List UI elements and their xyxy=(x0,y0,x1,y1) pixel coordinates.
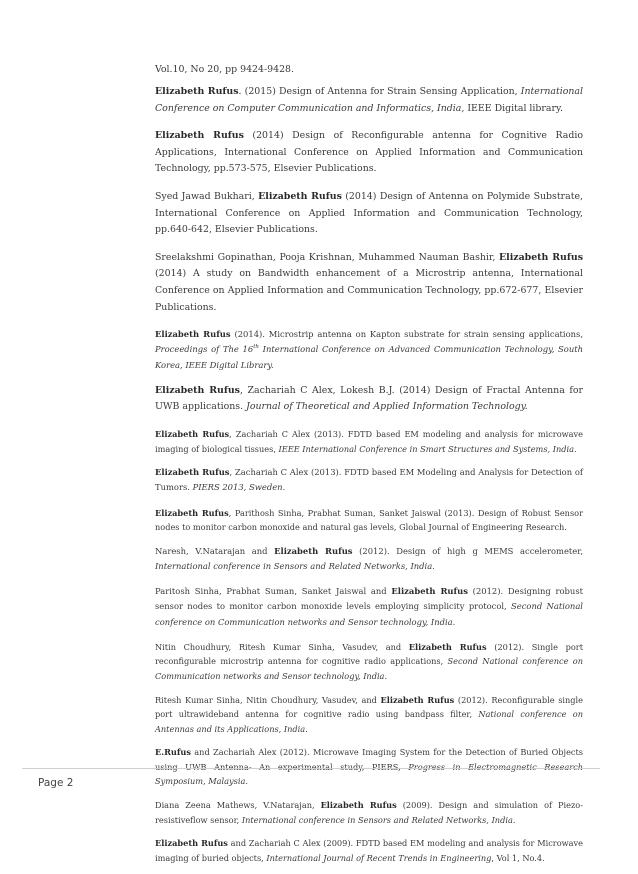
reference-text: . (2015) Design of Antenna for Strain Sensing Application, xyxy=(238,86,521,97)
reference-text: Sreelakshmi Gopinathan, Pooja Krishnan, Muhammed Nauman Bashir, xyxy=(155,251,499,263)
footer-divider xyxy=(22,768,600,769)
author-name: Elizabeth Rufus xyxy=(258,190,342,202)
venue-text: Proceedings of The 16 xyxy=(155,344,254,355)
reference-text: IEEE Digital library. xyxy=(464,102,563,114)
author-name: Elizabeth Rufus xyxy=(155,507,229,518)
publication-list xyxy=(155,62,583,874)
reference-text: (2012). Single port reconfigurable microstrip antenna for cognitive radio applications, xyxy=(155,641,583,667)
reference-text: Paritosh Sinha, Prabhat Suman, Sanket Jaiswal and xyxy=(155,586,392,597)
reference-entry xyxy=(155,640,583,684)
reference-entry xyxy=(155,798,583,827)
venue-text: Second National conference on Communication networks and Sensor technology, India. xyxy=(155,656,583,681)
reference-text: , Zachariah C Alex, Lokesh B.J. (2014) Design of Fractal Antenna for UWB applications. xyxy=(155,384,583,413)
author-name: Elizabeth Rufus xyxy=(391,586,468,597)
reference-text: (2014) A study on Bandwidth enhancement of a Microstrip antenna, International Conference on Applied Information and Communication Technology, pp.672-677, Elsevier Publications. xyxy=(155,268,583,313)
reference-entry xyxy=(155,465,583,495)
reference-text: and Zachariah C Alex (2009). FDTD based EM modeling and analysis for Microwave imaging of buried objects, xyxy=(155,838,583,863)
reference-text: (2014) Design of Antenna on Polymide Substrate, International Conference on Applied Information and Communication Technology, pp.640-642, Elsevier Publications. xyxy=(155,190,583,236)
reference-text: , Parithosh Sinha, Prabhat Suman, Sanket Jaiswal (2013). Design of Robust Sensor nodes to monitor carbon monoxide and natural gas levels, Global Journal of Engineering Research. xyxy=(155,507,583,533)
reference-entry xyxy=(155,383,583,416)
page-number: Page 2 xyxy=(38,777,74,789)
venue-text: International conference in Sensors and Related Networks, India. xyxy=(155,560,435,571)
reference-text: Naresh, V.Natarajan and xyxy=(155,545,275,556)
reference-entry xyxy=(155,250,583,316)
superscript: th xyxy=(253,344,259,351)
reference-text: Syed Jawad Bukhari, xyxy=(155,190,259,202)
reference-text: and Zachariah Alex (2012). Microwave Imaging System for the Detection of Buried Objects using UWB Antenna- An experimental study, PIERS, xyxy=(155,747,583,772)
venue-text: Second National conference on Communication networks and Sensor technology, India. xyxy=(155,601,583,627)
reference-text: , Vol 1, No.4. xyxy=(491,852,545,863)
author-name: Elizabeth Rufus xyxy=(155,467,230,478)
author-name: Elizabeth Rufus xyxy=(155,86,239,97)
venue-text: National conference on Antennas and its Applications, India. xyxy=(155,709,583,734)
venue-text: International conference in Sensors and Related Networks, India. xyxy=(241,814,516,825)
reference-entry xyxy=(155,693,583,737)
author-name: E.Rufus xyxy=(155,747,191,758)
author-name: Elizabeth Rufus xyxy=(408,641,487,652)
reference-text: (2012). Reconfigurable single port ultrawideband antenna for cognitive radio using bandpass filter, xyxy=(155,694,584,720)
author-name: Elizabeth Rufus xyxy=(155,329,231,340)
venue-text: International Conference on Advanced Communication Technology, South Korea, IEEE Digital Library. xyxy=(155,344,583,370)
author-name: Elizabeth Rufus xyxy=(380,694,455,705)
reference-text: (2009). Design and simulation of Piezo-resistiveflow sensor, xyxy=(155,800,583,825)
reference-entry xyxy=(155,427,583,456)
reference-text: , Zachariah C Alex (2013). FDTD based EM Modeling and Analysis for Detection of Tumors. xyxy=(155,467,583,493)
reference-entry xyxy=(155,584,583,630)
reference-text: , Zachariah C Alex (2013). FDTD based EM modeling and analysis for microwave imaging of biological tissues, xyxy=(155,428,584,454)
reference-entry xyxy=(155,506,583,535)
reference-text: Diana Zeena Mathews, V.Natarajan, xyxy=(155,800,321,811)
venue-text: Progress in Electromagnetic Research Symposium, Malaysia. xyxy=(155,761,584,787)
reference-entry xyxy=(155,189,583,239)
venue-text: IEEE International Conference in Smart Structures and Systems, India. xyxy=(278,443,577,454)
reference-text: Nitin Choudhury, Ritesh Kumar Sinha, Vasudev, and xyxy=(155,641,409,652)
reference-text: (2012). Designing robust sensor nodes to monitor carbon monoxide levels employing simplicity protocol, xyxy=(155,586,583,612)
reference-entry xyxy=(155,128,583,178)
reference-text: (2014). Microstrip antenna on Kapton substrate for strain sensing applications, xyxy=(230,329,583,340)
venue-text: International Journal of Recent Trends in Engineering xyxy=(266,852,492,863)
author-name: Elizabeth Rufus xyxy=(155,130,244,142)
author-name: Elizabeth Rufus xyxy=(274,545,353,556)
venue-text: International Conference on Computer Communication and Informatics, India, xyxy=(155,86,583,114)
reference-entry xyxy=(155,84,583,117)
continued-reference-line: Vol.10, No 20, pp 9424-9428. xyxy=(155,64,294,75)
reference-entry xyxy=(155,544,583,574)
references xyxy=(155,84,583,865)
author-name: Elizabeth Rufus xyxy=(320,800,397,811)
author-name: Elizabeth Rufus xyxy=(155,838,228,849)
author-name: Elizabeth Rufus xyxy=(499,251,583,263)
author-name: Elizabeth Rufus xyxy=(155,384,240,396)
reference-entry xyxy=(155,327,583,373)
reference-entry xyxy=(155,836,583,865)
reference-text: (2014) Design of Reconfigurable antenna for Cognitive Radio Applications, International Conference on Applied Information and Communication Technology, pp.573-575, Elsevier Publications. xyxy=(155,130,583,175)
venue-text: Journal of Theoretical and Applied Information Technology. xyxy=(246,401,528,413)
author-name: Elizabeth Rufus xyxy=(155,428,230,439)
venue-text: PIERS 2013, Sweden. xyxy=(192,482,286,493)
reference-text: (2012). Design of high g MEMS accelerometer, xyxy=(352,545,583,556)
reference-text: Ritesh Kumar Sinha, Nitin Choudhury, Vasudev, and xyxy=(155,694,381,705)
